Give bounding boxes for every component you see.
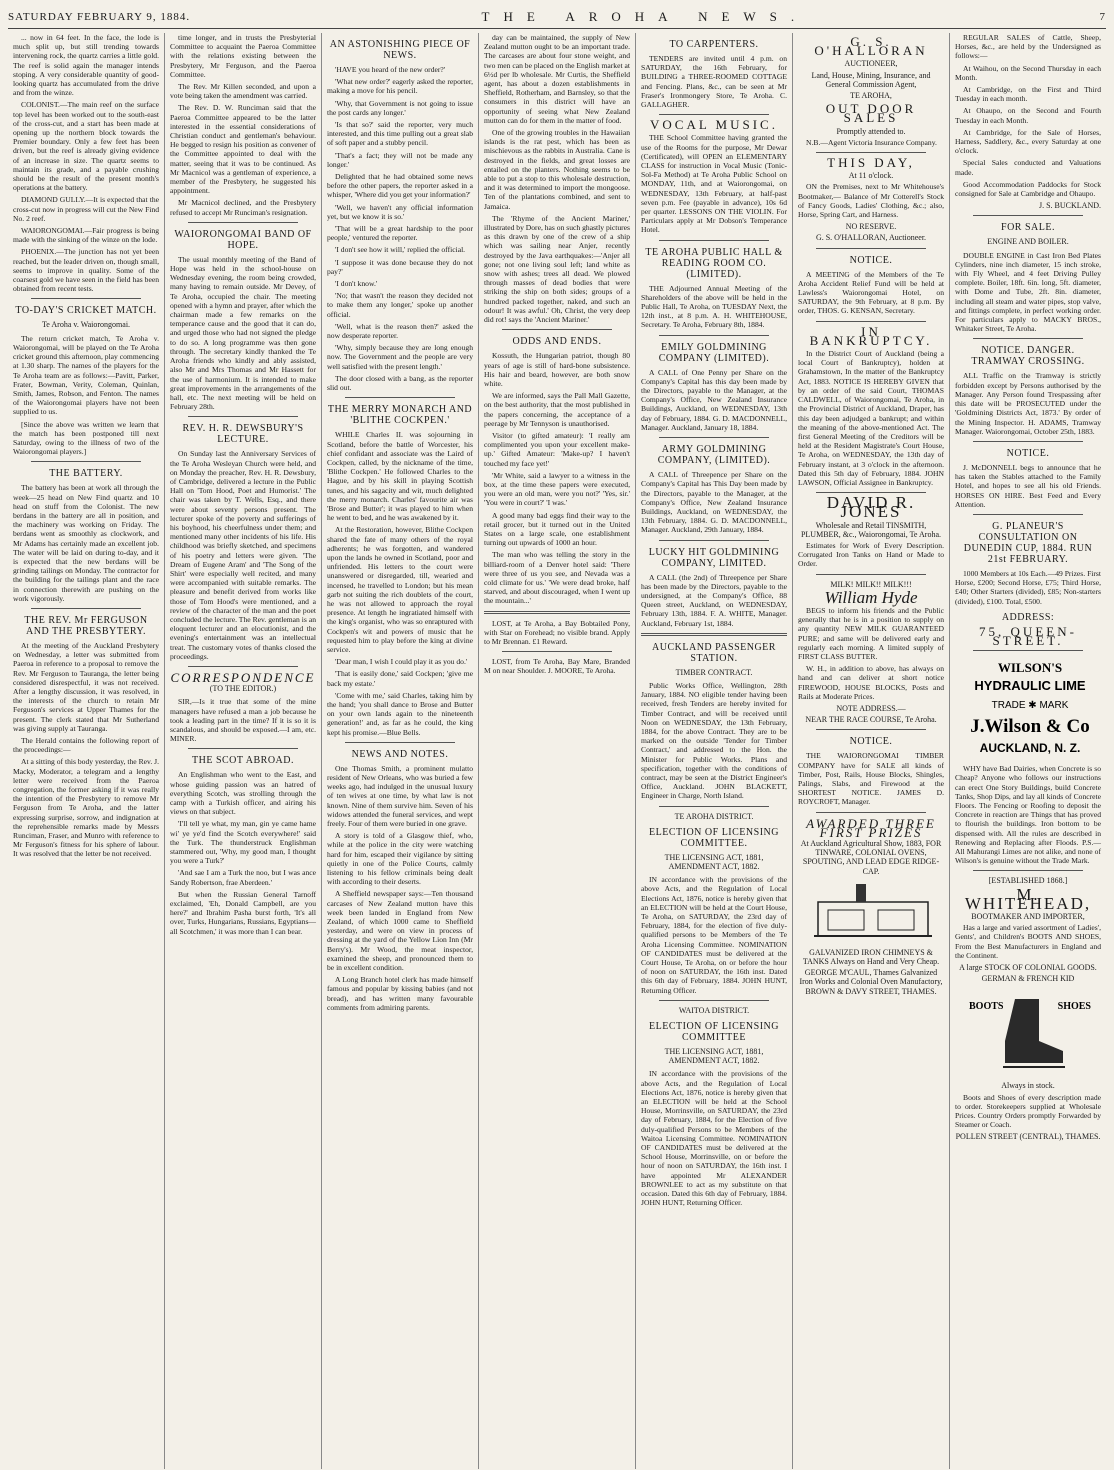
divider <box>659 437 769 438</box>
ad-heading: TO CARPENTERS. <box>669 39 759 50</box>
article-paragraph: [Since the above was written we learn that the match has been postponed till next Saturday, owing to the illness of two of the Waiorongomai players.] <box>13 419 159 457</box>
article-paragraph: 'Is that so?' said the reporter, very much interested, and this time pulling out a great slab of soft paper and a stubby pencil. <box>327 120 473 148</box>
column-2 <box>164 33 321 1469</box>
district-label: TE AROHA DISTRICT. <box>674 811 754 821</box>
ad-subheading: THE LICENSING ACT, 1881, AMENDMENT ACT, 1882. <box>664 852 764 871</box>
ad-text: A CALL (the 2nd) of Threepence per Share has been made by the Directors, payable to the undersigned, at the Company's Office, 88 Queen street, Auckland, on WEDNESDAY, February 13th, 1884. F. A. WHITE, Manager. Auckland, February 1st, 1884. <box>641 572 787 628</box>
bootmaker-name: M. WHITEHEAD, <box>964 884 1092 913</box>
ad-text: Estimates for Work of Every Description. Corrugated Iron Tanks on Hand or Made to Order. <box>798 540 944 569</box>
divider <box>31 608 141 609</box>
article-paragraph: The Rev. Mr Killen seconded, and upon a vote being taken the amendment was carried. <box>170 82 316 101</box>
ad-heading: VOCAL MUSIC. <box>650 117 778 133</box>
ad-text: Boots and Shoes of every description made to order. Storekeepers supplied at Wholesale Prices. Country Orders promptly Forwarded by Steamer or Coach. <box>955 1092 1101 1130</box>
ad-text: At Cambridge, on the First and Third Tuesday in each month. <box>955 85 1101 104</box>
article-paragraph: 'I'll tell ye what, my man, gin ye came hame wi' ye ye'd find the Scotch everywhere!' said the Turk. The thunderstruck Englishman stammered out, 'Why, my good man, I thought you were a Turk?' <box>170 819 316 866</box>
wilson-lime-logo <box>955 656 1105 760</box>
auctioneer-signoff: G. S. O'HALLORAN, Auctioneer. <box>815 233 927 243</box>
shop-address: POLLEN STREET (CENTRAL), THAMES. <box>955 1132 1101 1142</box>
auctioneer-title: AUCTIONEER, <box>844 59 898 69</box>
article-paragraph: 'Why, that Government is not going to issue the post cards any longer.' <box>327 98 473 117</box>
divider <box>816 248 926 249</box>
article-heading: THE BATTERY. <box>49 468 123 480</box>
ad-text: J. McDONNELL begs to announce that he has taken the Stables attached to the Family Hotel, and hopes to see all his old Friends. HORSES ON HIRE. Best Feed and Every Attention. <box>955 462 1101 509</box>
article-paragraph: Mr Macnicol declined, and the Presbytery refused to accept Mr Runciman's resignation. <box>170 198 316 217</box>
signoff: J. S. BUCKLAND. <box>1038 201 1101 211</box>
logo-city: AUCKLAND, N. Z. <box>979 741 1081 756</box>
ad-text: Promptly attended to. <box>836 126 906 136</box>
ad-text: In the District Court of Auckland (being a local Court of Bankruptcy), holden at Grahamstown, In the matter of the Bankruptcy Act, 1883. NOTICE IS HEREBY GIVEN that by an order of the said Court, THOMAS CALDWELL, of Waiorongomai, Te Aroha, in the Provincial District of Auckland, Draper, has this day been adjudged a bankrupt; and within the meaning of the above-mentioned Act. The first General Meeting of the Creditors will be held at the Resident Magistrate's Court House, Te Aroha, on WEDNESDAY, the 13th day of February instant, at 3 o'clock in the afternoon. Dated this 5th day of February, 1884. JOHN LAWSON, Official Assignee in Bankruptcy. <box>798 349 944 487</box>
divider <box>502 651 612 652</box>
article-paragraph: The Rev. D. W. Runciman said that the Paeroa Committee appeared to be the latter interested in the essential considerations of Christian conduct and gentleman's behaviour. He begged to resign his position as convener of the Committee appointed to deal with the matter, seeing that it was to be continued. As Mr Macnicol was a gentleman of experience, a member of the Presbytery, he suggested his appointment. <box>170 103 316 196</box>
article-paragraph: At the Restoration, however, Blithe Cockpen shared the fate of many others of the royal adherents; he was forgotten, and wandered upon the lands he owned in Scotland, poor and unfriended. His letters to the court were unanswered or disregarded, till, wearied and incensed, he travelled to London; but his mean garb not suiting the rich doublets of the court, he was not allowed to approach the royal presence. At length he ingratiated himself with the king's organist, who was so enraptured with Cockpen's wit and powers of music that he requested him to play before the king at divine service. <box>327 525 473 654</box>
this-day: THIS DAY, <box>827 155 915 171</box>
article-paragraph: The 'Rhyme of the Ancient Mariner,' illustrated by Dore, has on such ghastly pictures as this drawn by one of the crew of a ship which was sailing near Anjer, recently destroyed by the Java earthquakes:—'Anjer all gone; not one living soul left; land white as snow with ashes; trees all dead. We plowed through masses of dead bodies that were striking the ship on both sides; groups of a hundred packed together, naked, and such an odour! It was awful.' Oh, Christ, the very deep did rot! says the 'Ancient Mariner.' <box>484 213 630 325</box>
ad-subheading: ENGINE AND BOILER. <box>987 237 1069 247</box>
divider <box>659 114 769 115</box>
divider <box>659 335 769 336</box>
divider <box>816 729 926 730</box>
lost-notice: LOST, from Te Aroha, Bay Mare, Branded M on near Shoulder. J. MOORE, Te Aroha. <box>484 657 630 676</box>
sale-time: At 11 o'clock. <box>848 171 894 181</box>
awarded-heading: AWARDED THREE FIRST PRIZES <box>806 815 936 840</box>
address-text: NEAR THE RACE COURSE, Te Aroha. <box>805 715 937 725</box>
divider <box>816 321 926 322</box>
article-paragraph: 'That's a fact; they will not be made any longer.' <box>327 150 473 169</box>
article-paragraph: 'Mr White, said a lawyer to a witness in the box, at the time these papers were executed, you were an old man, were you not?' 'Yes, sir.' 'You were in court?' 'I was.' <box>484 470 630 508</box>
divider <box>659 1000 769 1001</box>
ad-text: Always in stock. <box>1001 1081 1055 1091</box>
article-paragraph: 'What new order?' eagerly asked the reporter, making a move for his pencil. <box>327 77 473 96</box>
ad-subheading: TIMBER CONTRACT. <box>675 667 753 677</box>
milk-banner: MILK! MILK!! MILK!!! <box>830 579 912 589</box>
article-paragraph: 'Come with me,' said Charles, taking him by the hand; 'you shall dance to Brose and Butter on your own lands again to the nineteenth generation!' and, as far as he could, the king kept his promise.—Blue Bells. <box>327 690 473 737</box>
logo-product: HYDRAULIC LIME <box>974 678 1086 694</box>
divider <box>31 461 141 462</box>
ad-text: BEGS to inform his friends and the Public generally that he is in a position to supply on any quantity NEW MILK GUARANTEED PURE; and same will be delivered early and regularly each morning. A limited supply of FIRST CLASS BUTTER. <box>798 605 944 661</box>
logo-company: J.Wilson & Co <box>970 716 1090 738</box>
awarded-sub: At Auckland Agricultural Show, 1883, FOR TINWARE, COLONIAL OVENS, SPOUTING, AND LEAD EDGE RIDGE-CAP. <box>800 839 942 876</box>
ad-text: A CALL of Threepence per Share on the Company's Capital has This Day been made by the Directors, payable to the Manager, at the Company's Office, New Zealand Insurance Buildings, Auckland, on WEDNESDAY, the 13th February, 1884. G. D. MACDONNELL, Manager. Auckland, 29th January, 1884. <box>641 470 787 535</box>
ad-heading: G. PLANEUR'S CONSULTATION ON DUNEDIN CUP, 1884. RUN 21st FEBRUARY. <box>963 520 1093 565</box>
stove-illustration-icon <box>798 880 948 944</box>
divider <box>973 514 1083 515</box>
ad-heading: IN BANKRUPTCY. <box>809 323 933 348</box>
tinsmith-name: DAVID R. JONES <box>826 493 916 522</box>
masthead <box>8 6 1106 29</box>
divider <box>502 329 612 330</box>
ad-heading: NOTICE. DANGER. TRAMWAY CROSSING. <box>971 345 1085 368</box>
ad-heading: NOTICE. <box>849 736 893 748</box>
divider <box>816 574 926 575</box>
article-paragraph: An Englishman who went to the East, and whose guiding passion was an hatred of everything Scotch, was strolling through the camp with a Turkish officer, and airing his views on that subject. <box>170 770 316 817</box>
divider <box>659 540 769 541</box>
divider <box>188 748 298 749</box>
ad-text: WHY have Bad Dairies, when Concrete is so Cheap? Anyone who follows our instructions can erect One Story Buildings, build Concrete Tanks, Shop Dips, and lay all kinds of Concrete Floors. The Fencing or Roofing to deposit the Concrete in reaction are Things that has proved to flourish the buildings. Iron bottom to be dispensed with. All the rules are described in Renewing and Replacing after Floods. P.S.—All Mahurangi Limes are not alike, and none of Wilson's is genuine without the Trade Mark. <box>955 764 1101 866</box>
ad-text: A CALL of One Penny per Share on the Company's Capital has this day been made by the Directors, payable to the Manager, at the Company's Office, New Zealand Insurance Buildings, Auckland, on WEDNESDAY, 13th day of February, 1884. G. D. MACDONNELL, Manager. Auckland, January 18, 1884. <box>641 367 787 432</box>
divider <box>188 416 298 417</box>
diamond-report: DIAMOND GULLY.—It is expected that the cross-cut now in progress will cut the New Find No. 2 reef. <box>13 195 159 223</box>
article-paragraph: time longer, and in trusts the Presbyterial Committee to acquaint the Paeroa Committee with the relations existing between the Presbytery, Mr Ferguson, and the Paeroa Committee. <box>170 33 316 79</box>
paper-title: THE AROHA NEWS. <box>481 9 809 24</box>
ad-text: GEORGE M'CAUL, Thames Galvanized Iron Works and Colonial Oven Manufactory, BROWN & DAVY STREET, THAMES. <box>799 968 943 996</box>
divider <box>484 611 630 614</box>
divider <box>973 338 1083 339</box>
ad-text: ON the Premises, next to Mr Whitehouse's Bootmaker,— Balance of Mr Cotterell's Stock of Fancy Goods, Ladies' Clothing, &c.; also, Horse, Spring Cart, and Harness. <box>798 182 944 220</box>
ad-text: IN accordance with the provisions of the above Acts, and the Regulation of Local Elections Act, 1876, notice is hereby given that an ELECTION will be held at the School House, Morrinsville, on SATURDAY, the 23rd day of February, 1884, for the Election of five duly-qualified Persons to be Members of the Waitoa Licensing Committee. NOMINATION OF CANDIDATES must be delivered at the School House, Morrinsville, on or before the hour of noon on SATURDAY, the 16th inst. I have appointed Mr ALEXANDER BROWNLEE to act as my substitute on that occasion. Dated this 6th day of February, 1884. JOHN HUNT, Returning Officer. <box>641 1069 787 1208</box>
ad-text: IN accordance with the provisions of the above Acts, and the Regulation of Local Elections Act, 1876, notice is hereby given that an ELECTION will be held at the Court House, Te Aroha, on SATURDAY, the 23rd day of February, 1884, for the election of five duly-qualified persons to be Members of the Te Aroha Licensing Committee. NOMINATION OF CANDIDATES must be delivered at the Court House, Te Aroha, on or before the hour of noon on SATURDAY, the 16th inst. Dated this 6th day of February, 1884. JOHN HUNT, Returning Officer. <box>641 875 787 995</box>
auctioneer-town: TE AROHA, <box>850 91 892 101</box>
article-paragraph: Delighted that he had obtained some news before the other papers, the reporter asked in a whisper, 'Where did you get your information?' <box>327 172 473 200</box>
divider <box>816 152 926 153</box>
article-heading: WAIORONGOMAI BAND OF HOPE. <box>174 228 312 251</box>
article-paragraph: 'HAVE you heard of the new order?' <box>335 65 446 74</box>
article-paragraph: The battery has been at work all through the week—25 head on New Find quartz and 10 head on stuff from the Colonist. The new berdans in the battery are all in position, and the machinery was working on Friday. The berdans went as smoothly as clockwork, and Mr Adams has certainly made an excellent job. The water will be laid on during to-day, and it is expected that the new berdans will be grinding tailings on Monday. The contractor for the building for the tailings plant and the race in connection therewith are pushing on the work vigorously. <box>13 483 159 603</box>
article-paragraph: A Sheffield newspaper says:—Ten thousand carcases of New Zealand mutton have this week been landed in England from New Zealand, of which 1000 came to Sheffield yesterday, and were on view in process of dressing at the yard of the Yellow Lion Inn (Mr Berry's). Mr Wood, the meat inspector, examined the sheep, and pronounced them to be in excellent condition. <box>327 889 473 973</box>
article-heading: REV. H. R. DEWSBURY'S LECTURE. <box>182 423 304 446</box>
ad-text: Public Works Office, Wellington, 28th January, 1884. NO eligible tender having been received, fresh Tenders are hereby invited for Timber Contract, and will be received until Noon on WEDNESDAY, the 13th February, 1884, for the above Contract. They are to be marked on the outside 'Tender for Timber Contract,' and addressed to the Hon. the Minister for Public Works. Plans and specification, together with the conditions of contract, may be seen at the District Engineer's Office, Auckland. JOHN BLACKETT, Engineer in Charge, North Island. <box>641 680 787 801</box>
ad-heading: NOTICE. <box>849 254 893 266</box>
ad-heading: AUCKLAND PASSENGER STATION. <box>652 641 776 664</box>
ad-heading: NOTICE. <box>1006 447 1050 459</box>
article-paragraph: The man who was telling the story in the billiard-room of a Denver hotel said: 'There were three of us you see, and Nevada was a cold climate for us.' 'We were dead broke, half starved, and about discouraged, when I went up the mountain...' <box>484 550 630 606</box>
tinsmith-role: Wholesale and Retail TINSMITH, PLUMBER, &c., Waiorongomai, Te Aroha. <box>800 520 942 539</box>
article-paragraph: The Herald contains the following report of the proceedings:— <box>13 736 159 755</box>
article-paragraph: On Sunday last the Anniversary Services of the Te Aroha Wesleyan Church were held, and on Monday the preacher, Rev. H. R. Dewsbury, of Cambridge, delivered a lecture in the Public Hall on 'Tom Hood, Poet and Humorist.' The chair was taken by T. Wells, Esq., and there were about seventy persons present. The lecturer spoke of the poverty and sufferings of his boyhood, his cheerfulness under them; and mentioned many other incidents of his life. His childhood was briefly sketched, and specimens of his poetry and letters were given. 'The Dream of Eugene Aram' and 'The Song of the Shirt' were especially well recited, and many were accompanied with suitable remarks. The pleasure and benefit derived from works like those of Tom Hood's were mentioned, and a review of the character of the man and the poet concluded the lecture. The Rev. gentleman is an eloquent lecturer and an elocutionist, and the evening's entertainment was an intellectual treat. The customary votes of thanks closed the proceedings. <box>170 449 316 661</box>
article-paragraph: 'Well, what is the reason then?' asked the now desperate reporter. <box>327 321 473 341</box>
article-paragraph: At the meeting of the Auckland Presbytery on Wednesday, a letter was submitted from Paeroa in reference to a proposal to remove the Rev. Mr Ferguson to Tauranga, the letter being considered disrespectful, it was not received. After a lengthy discussion, it was resolved, in the interests of the church to retain Mr Ferguson's services at Upper Thames for the present. The clerk stated that Mr Sutherland was giving supply at Tauranga. <box>13 640 159 733</box>
divider <box>31 298 141 299</box>
district-label: WAITOA DISTRICT. <box>678 1005 750 1015</box>
column-6 <box>792 33 949 1469</box>
boot-illustration-icon <box>955 989 1105 1075</box>
ad-text: Good Accommodation Paddocks for Stock consigned for Sale at Cambridge and Ohaupo. <box>955 179 1101 199</box>
ad-subheading: THE LICENSING ACT, 1881, AMENDMENT ACT, 1882. <box>664 1047 764 1066</box>
ad-heading: EMILY GOLDMINING COMPANY (LIMITED). <box>658 341 770 364</box>
column-1 <box>8 33 164 1469</box>
ad-text: A MEETING of the Members of the Te Aroha Accident Relief Fund will be held at Lawless's Waiorongomai Hotel, on SATURDAY, the 9th February, at 8 p.m. By order, THOS. G. KENSAN, Secretary. <box>798 269 944 316</box>
article-heading: ODDS AND ENDS. <box>512 336 602 348</box>
waiorongomai-report: WAIORONGOMAI.—Fair progress is being made with the sinking of the winze on the lode. <box>13 226 159 245</box>
article-paragraph: 'And sae I am a Turk the noo, but I was ance Sandy Robertson, frae Aberdeen.' <box>170 868 316 887</box>
ad-text: 1000 Members at 10s Each.—49 Prizes. First Horse, £200; Second Horse, £75; Third Horse, £40; Other Starters (divided), £85; Non-starters (divided), £100. Total, £500. <box>955 568 1101 606</box>
divider <box>188 222 298 223</box>
ad-text: At Ohaupo, on the Second and Fourth Tuesday in each Month. <box>955 106 1101 125</box>
boots-label: BOOTS <box>969 1001 1004 1013</box>
address-label: NOTE ADDRESS.— <box>836 703 906 713</box>
column-3 <box>321 33 478 1469</box>
auctioneer-name: G. S. O'HALLORAN <box>814 34 928 59</box>
column-5 <box>635 33 792 1469</box>
ad-text: THE WAIORONGOMAI TIMBER COMPANY have for SALE all kinds of Timber, Post, Rails, House Blocks, Shingles, Palings, Slabs, and Firewood at the SHORTEST NOTICE. JAMES D. ROYCROFT, Manager. <box>798 751 944 807</box>
outdoor-sales: OUT DOOR SALES <box>825 101 917 126</box>
column-7 <box>949 33 1106 1469</box>
article-heading: TO-DAY'S CRICKET MATCH. <box>15 305 157 317</box>
ad-text: A large STOCK OF COLONIAL GOODS. <box>959 963 1097 972</box>
ad-text: At Waihou, on the Second Thursday in each Month. <box>955 63 1101 82</box>
dairy-name: William Hyde <box>824 587 918 607</box>
article-paragraph: The usual monthly meeting of the Band of Hope was held in the school-house on Wednesday evening, the room being crowded, many having to remain outside. Mr Devey, of Te Aroha, occupied the chair. The meeting opened with a hymn and prayer, after which the chairman made a few remarks on the temperance cause and the good that it can do, and urged those who had not signed the pledge to do so. A long programme was then gone through. The secretary kindly thanked the Te Aroha friends who kindly and ably assisted, also Mr and Mrs Thomas and Mr Hassett for the use of harmonium. It is intended to make great improvements in the arrangements of the hall, etc. The next meeting will be held on February 28th. <box>170 254 316 412</box>
shoes-label: SHOES <box>1057 1001 1091 1013</box>
divider <box>973 441 1083 442</box>
auctioneer-role: Land, House, Mining, Insurance, and General Commission Agent, <box>811 70 931 89</box>
article-paragraph: Kossuth, the Hungarian patriot, though 80 years of age is still of hard-bone subsistence. His hair and beard, however, are both snow white. <box>484 351 630 388</box>
divider <box>188 666 298 667</box>
article-heading: THE REV. Mr FERGUSON AND THE PRESBYTERY. <box>24 614 148 637</box>
article-heading: AN ASTONISHING PIECE OF NEWS. <box>329 39 471 61</box>
article-paragraph: 'Why, simply because they are long enough now. The Government and the people are very well satisfied with the present length.' <box>327 343 473 371</box>
ad-text: GERMAN & FRENCH KID <box>981 974 1075 984</box>
article-paragraph: But when the Russian General Tarnoff exclaimed, 'Eh, Donald Campbell, are you here?' and Ibrahim Pasha burst forth, 'It's all over, Turks, Hungarians, Russians, Egyptians—all Scotchmen,' it was more than I can bear. <box>170 889 316 936</box>
address-label: ADDRESS: <box>1001 611 1055 623</box>
letter-paragraph: SIR,—Is it true that some of the mine managers have refused a man a job because he took a leading part in the time? If it is so it is scandalous, and should be exposed.—I am, etc. MINER. <box>170 697 316 744</box>
article-paragraph: 'I don't know.' <box>335 279 378 289</box>
ad-text: Has a large and varied assortment of Ladies', Gents', and Children's BOOTS AND SHOES, From the Best Manufacturers in England and the Continent. <box>955 923 1101 960</box>
article-paragraph: The door closed with a bang, as the reporter slid out. <box>327 373 473 393</box>
article-paragraph: The return cricket match, Te Aroha v. Waiorongomai, will be played on the Te Aroha cricket ground this afternoon, play commencing at 1.30 sharp. The names of the players for the Te Aroha team are as follows:—Pavitt, Parker, Frater, Bowman, Verity, Coleman, Quinlan, Smith, James, Robson, and Fenton. The names of the Waiorongomai players have not been supplied to us. <box>13 333 159 417</box>
article-paragraph: At a sitting of this body yesterday, the Rev. J. Macky, Moderator, a telegram and a lengthy letter were received from the Paeroa congregation, the former asking if it was really the intention of the Presbytery to remove Mr Ferguson from Te Aroha, and the latter expressing surprise, sorrow, and indignation at the reprehensible remarks made by Messrs Runciman, Fraser, and Munro with reference to Mr Ferguson's fitness for his sphere of labour. It was resolved that the letter be not received. <box>13 757 159 859</box>
ad-heading: FOR SALE. <box>1001 222 1055 234</box>
divider <box>659 806 769 807</box>
colonist-report: COLONIST.—The main reef on the surface top level has been worked out to the south-east of the cross-cut, and a start has been made at opening up the northern block towards the Premier boundary. Only a few feet has been driven, but the reef is already giving evidence of an increase in size. The quartz seems to maintain its grade, and a payable crushing should be the result of the present month's operations at the battery. <box>13 100 159 193</box>
article-paragraph: 'No; that wasn't the reason they decided not to make them any longer,' spoke up another official. <box>327 291 473 319</box>
article-paragraph: 'That is easily done,' said Cockpen; 'give me back my estate.' <box>327 669 473 688</box>
article-subheading: Te Aroha v. Waiorongomai. <box>41 320 131 330</box>
column-4 <box>478 33 635 1469</box>
article-paragraph: 'I don't see how it will,' replied the official. <box>335 245 466 255</box>
ad-text: Special Sales conducted and Valuations made. <box>955 158 1101 177</box>
issue-date: SATURDAY FEBRUARY 9, 1884. <box>8 11 191 23</box>
article-paragraph: WHILE Charles II. was sojourning in Scotland, before the battle of Worcester, his chief confidant and associate was the Laird of Cockpen, called, by the nickname of the time, 'Blithe Cockpen.' He followed Charles to the Hague, and by his skill in playing Scottish tunes, and his sagacity and wit, much delighted the merry monarch. Charles' favourite air was 'Brose and Butter'; it was played to him when he went to bed, and he was awakened by it. <box>327 430 473 523</box>
article-paragraph: Visitor (to gifted amateur): 'I really am complimented you upon your excellent make-up.' Gifted Amateur: 'Make-up? I haven't touched my face yet!' <box>484 430 630 468</box>
ad-text: N.B.—Agent Victoria Insurance Company. <box>806 137 937 147</box>
article-paragraph: A good many bad eggs find their way to the retail grocer, but it turned out in the United States on a large scale, one establishment turning out upwards of 1000 an hour. <box>484 510 630 548</box>
divider <box>973 650 1083 651</box>
divider <box>345 397 455 398</box>
article-paragraph: One Thomas Smith, a prominent mulatto resident of New Orleans, who was buried a few weeks ago, had indulged in the unusual luxury of ten wives at one time, by what law is not known. Nine of them survive him. Seven of his widows attended the funeral services, and wept freely. Four of them were buried in one grave. <box>327 763 473 829</box>
article-paragraph: One of the growing troubles in the Hawaiian islands is the rat pest, which has been as mischievous as the rabbits in Australia. Cane is destroyed in the fields, and great losses are entailed on the planters. Nothing seems to be able to put a stop to this wholesale destruction, and it was determined to import the mongoose. Ten of the plantations combined, and sent to Jamaica. <box>484 128 630 211</box>
ad-heading: TE AROHA PUBLIC HALL & READING ROOM CO. (LIMITED). <box>645 246 783 280</box>
columns <box>8 33 1106 1469</box>
divider <box>973 870 1083 871</box>
article-heading: NEWS AND NOTES. <box>351 748 449 760</box>
ad-text: At Cambridge, for the Sale of Horses, Harness, Saddlery, &c., every Saturday at one o'clock. <box>955 127 1101 156</box>
address-street: 75, QUEEN-STREET. <box>979 623 1077 648</box>
ad-heading: LUCKY HIT GOLDMINING COMPANY, LIMITED. <box>648 546 780 569</box>
no-reserve: NO RESERVE. <box>845 222 897 232</box>
article-paragraph: day can be maintained, the supply of New Zealand mutton ought to be an important trade. The carcases are about four stone weight, and two men can be placed on the English market at 6½d per lb wholesale. Mr Curtis, the Sheffield agent, has about a dozen establishments in Sheffield, Rotherham, and Barnsley, so that the consumers in this district will have an opportunity of seeing what New Zealand mutton can do for them in the matter of food. <box>484 33 630 125</box>
article-paragraph: We are informed, says the Pall Mall Gazette, on the best authority, that the most published in the papers concerning, the acceptance of a peerage by Mr Tennyson is unauthorised. <box>484 391 630 428</box>
article-paragraph: 'Well, we haven't any official information yet, but we know it is so.' <box>327 202 473 221</box>
article-paragraph: 'Dear man, I wish I could play it as you do.' <box>335 657 468 667</box>
article-paragraph: 'That will be a great hardship to the poor people,' ventured the reporter. <box>327 224 473 243</box>
article-heading: THE SCOT ABROAD. <box>192 755 294 767</box>
ad-heading: ELECTION OF LICENSING COMMITTEE <box>649 1021 779 1044</box>
correspondence-heading: CORRESPONDENCE <box>170 669 316 685</box>
article-paragraph: A story is told of a Glasgow thief, who, while at the police in the city were watching hard for him, escaped their vigilance by sitting quietly in one of the Police Courts, calmly listening to his fellow criminals being dealt with according to their deserts. <box>327 831 473 887</box>
ad-text: REGULAR SALES of Cattle, Sheep, Horses, &c., are held by the Undersigned as follows:— <box>955 33 1101 61</box>
divider <box>816 812 926 813</box>
ad-text: W. H., in addition to above, has always on hand and can deliver at short notice FIREWOOD, HOUSE BLOCKS, Posts and Rails at Moderate Prices. <box>798 664 944 701</box>
bootmaker-role: BOOTMAKER AND IMPORTER, <box>971 911 1085 921</box>
article-heading: THE MERRY MONARCH AND 'BLITHE COCKPEN.' <box>327 404 473 427</box>
ad-heading: ARMY GOLDMINING COMPANY, (LIMITED). <box>657 444 771 467</box>
page-number: 7 <box>1099 11 1106 23</box>
ad-text: GALVANIZED IRON CHIMNEYS & TANKS Always on Hand and Very Cheap. <box>802 947 940 967</box>
phoenix-report: PHOENIX.—The junction has not yet been reached, but the leader driven on, though small, seems to improve in quality. Some of the coarsest gold we have seen in the field has been obtained from recent tests. <box>13 247 159 294</box>
divider <box>641 633 787 636</box>
ad-text: THE School Committee having granted the use of the Rooms for the purpose, Mr Dewar (Certificated), will OPEN an ELEMENTARY CLASS for instruction in Vocal Music (Tonic-Sol-Fa Method) at Te Aroha Public School on MONDAY, 11th, and at Waiorongomai, on WEDNESDAY, 13th February, at half-past seven p.m. Fee (payable in advance), 10s 6d per quarter. LESSONS ON THE VIOLIN. For Particulars apply at Mr Dobson's Temperance Hotel. <box>641 133 787 235</box>
mining-intro: ... now in 64 feet. In the face, the lode is much split up, but still trending towards intervening rock, the quartz carries a little gold. The reef is solid again the manager intends stoping. A very considerable quantity of good-looking quartz has accumulated from the drive and from the winze. <box>13 33 159 98</box>
logo-brand: WILSON'S <box>997 660 1063 676</box>
ad-heading: ELECTION OF LICENSING COMMITTEE. <box>649 826 779 849</box>
article-paragraph: 'I suppose it was done because they do not pay?' <box>327 257 473 276</box>
ad-text: DOUBLE ENGINE in Cast Iron Bed Plates Cylinders, nine inch diameter, 15 inch stroke, with Fly Wheel, and 4 feet Driving Pulley complete. Boiler, 18ft. 6in. long, 5ft. diameter, with Dome and Tube, 2ft. 8in. diameter, including all steam and water pipes, stop valve, and fittings complete, in perfect working order. For particulars apply to MACKY BROS., Whitaker Street, Te Aroha. <box>955 250 1101 334</box>
divider <box>973 215 1083 216</box>
divider <box>345 742 455 743</box>
article-paragraph: A Long Branch hotel clerk has made himself famous and popular by kissing babies (and not bread), and has written many favourable comments from admiring parents. <box>327 975 473 1012</box>
lost-notice: LOST, at Te Aroha, a Bay Bobtailed Pony, with Star on Forehead; no visible brand. Apply to Mr Brennan. £1 Reward. <box>484 618 630 646</box>
ad-text: ALL Traffic on the Tramway is strictly forbidden except by Persons authorised by the Manager. Any Person found Trespassing after this date will be PROSECUTED under the 'Goldmining Districts Act, 1873.' By order of the Mining Inspector. H. ADAMS, Tramway Manager. Waiorongomai, October 25th, 1883. <box>955 371 1101 436</box>
divider <box>659 240 769 241</box>
ad-text: THE Adjourned Annual Meeting of the Shareholders of the above will be held in the Public Hall, Te Aroha, on TUESDAY Next, the 12th inst., at 8 p.m. A. H. WHITEHOUSE, Secretary. Te Aroha, February 8th, 1884. <box>641 283 787 330</box>
ad-text: TENDERS are invited until 4 p.m. on SATURDAY, the 16th February, for BUILDING a THREE-ROOMED COTTAGE and Fencing. Plans, &c., can be seen at Mr Fraser's Ironmongery Store, Te Aroha. C. GALLAGHER. <box>641 54 787 110</box>
article-subheading: (TO THE EDITOR.) <box>209 684 277 694</box>
established: [ESTABLISHED 1868.] <box>988 876 1068 886</box>
logo-trademark: TRADE ✱ MARK <box>991 700 1069 712</box>
